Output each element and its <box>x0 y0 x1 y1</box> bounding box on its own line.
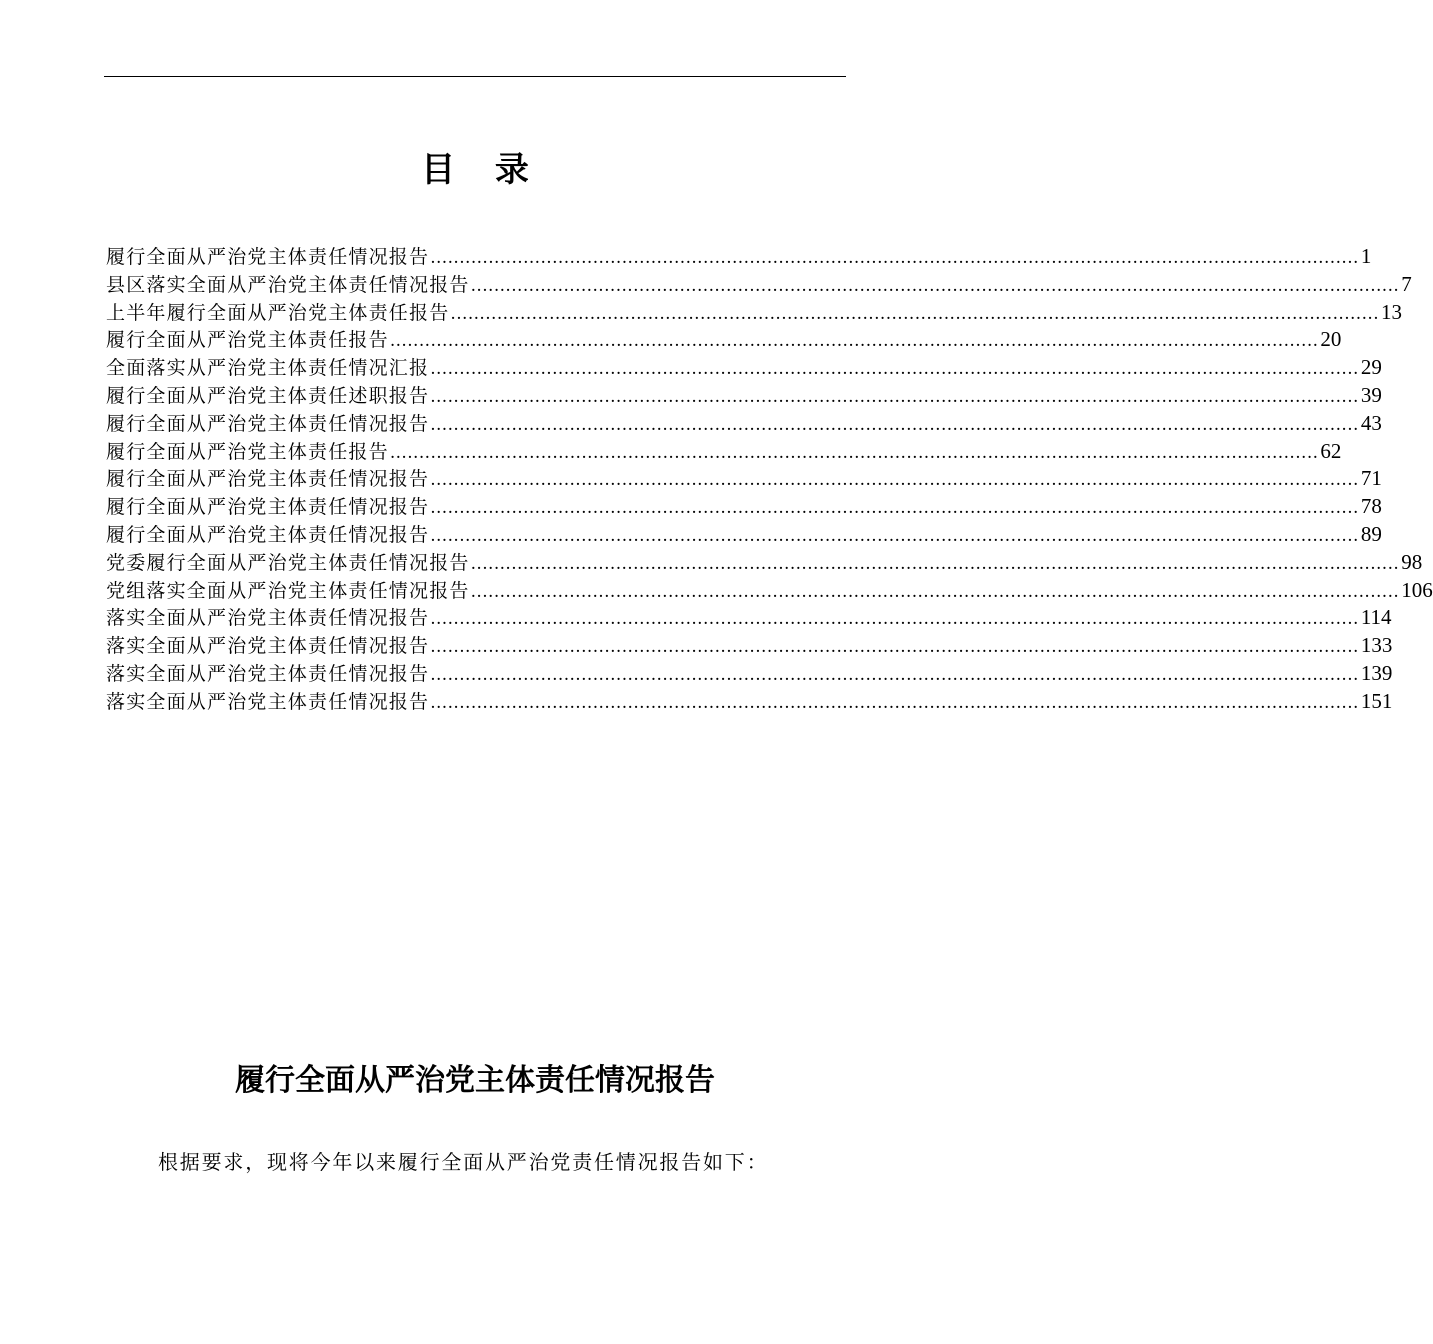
toc-page-number: 39 <box>1360 382 1382 407</box>
toc-page-number: 7 <box>1401 271 1412 296</box>
table-of-contents <box>106 243 1433 716</box>
toc-entry-title: 履行全面从严治党主体责任情况报告 <box>106 496 430 519</box>
toc-dot-leader: ................................................................................................................................................................ <box>430 525 1359 546</box>
toc-entry-title: 履行全面从严治党主体责任情况报告 <box>106 412 430 435</box>
toc-dot-leader: ................................................................................................................................................................ <box>470 553 1400 574</box>
toc-page-number: 98 <box>1401 549 1423 574</box>
toc-entry[interactable] <box>106 271 1412 299</box>
toc-dot-leader: ................................................................................................................................................................ <box>430 609 1359 630</box>
toc-entry[interactable] <box>106 243 1372 271</box>
toc-page-number: 62 <box>1320 438 1342 463</box>
toc-entry-title: 落实全面从严治党主体责任情况报告 <box>106 662 430 685</box>
toc-entry-title: 履行全面从严治党主体责任报告 <box>106 329 389 352</box>
toc-entry-title: 落实全面从严治党主体责任情况报告 <box>106 690 430 713</box>
toc-page-number: 89 <box>1360 521 1382 546</box>
toc-dot-leader: ................................................................................................................................................................ <box>470 581 1400 602</box>
toc-dot-leader: ................................................................................................................................................................ <box>430 470 1359 491</box>
toc-dot-leader: ................................................................................................................................................................ <box>430 664 1359 685</box>
toc-entry-title: 县区落实全面从严治党主体责任情况报告 <box>106 273 470 296</box>
toc-entry[interactable] <box>106 438 1342 466</box>
toc-dot-leader: ................................................................................................................................................................ <box>389 331 1319 352</box>
toc-entry-title: 落实全面从严治党主体责任情况报告 <box>106 607 430 630</box>
toc-entry-title: 上半年履行全面从严治党主体责任报告 <box>106 301 450 324</box>
toc-entry-title: 履行全面从严治党主体责任述职报告 <box>106 384 430 407</box>
toc-dot-leader: ................................................................................................................................................................ <box>430 498 1359 519</box>
toc-entry[interactable] <box>106 577 1433 605</box>
toc-entry-title: 落实全面从严治党主体责任情况报告 <box>106 635 430 658</box>
toc-entry[interactable] <box>106 326 1342 354</box>
toc-dot-leader: ................................................................................................................................................................ <box>430 386 1359 407</box>
toc-entry[interactable] <box>106 632 1393 660</box>
toc-entry-title: 履行全面从严治党主体责任报告 <box>106 440 389 463</box>
toc-dot-leader: ................................................................................................................................................................ <box>470 275 1400 296</box>
document-intro-paragraph: 根据要求，现将今年以来履行全面从严治党责任情况报告如下： <box>158 1150 769 1174</box>
toc-page-number: 20 <box>1320 327 1342 352</box>
toc-page-number: 71 <box>1360 466 1382 491</box>
toc-dot-leader: ................................................................................................................................................................ <box>389 442 1319 463</box>
toc-page-number: 133 <box>1360 633 1393 658</box>
header-rule <box>104 76 846 77</box>
toc-page-number: 139 <box>1360 660 1393 685</box>
toc-entry[interactable] <box>106 299 1403 327</box>
toc-dot-leader: ................................................................................................................................................................ <box>430 692 1359 713</box>
toc-entry-title: 履行全面从严治党主体责任情况报告 <box>106 523 430 546</box>
toc-entry[interactable] <box>106 660 1393 688</box>
toc-dot-leader: ................................................................................................................................................................ <box>450 303 1380 324</box>
toc-dot-leader: ................................................................................................................................................................ <box>430 359 1359 380</box>
toc-entry[interactable] <box>106 493 1382 521</box>
toc-page-number: 29 <box>1360 355 1382 380</box>
toc-entry-title: 党组落实全面从严治党主体责任情况报告 <box>106 579 470 602</box>
toc-entry-title: 全面落实从严治党主体责任情况汇报 <box>106 357 430 380</box>
toc-entry[interactable] <box>106 382 1382 410</box>
toc-entry[interactable] <box>106 604 1392 632</box>
toc-entry[interactable] <box>106 410 1382 438</box>
toc-dot-leader: ................................................................................................................................................................ <box>430 637 1359 658</box>
toc-dot-leader: ................................................................................................................................................................ <box>430 414 1359 435</box>
toc-entry-title: 履行全面从严治党主体责任情况报告 <box>106 468 430 491</box>
toc-entry[interactable] <box>106 465 1382 493</box>
toc-page-number: 78 <box>1360 494 1382 519</box>
toc-entry-title: 履行全面从严治党主体责任情况报告 <box>106 246 430 268</box>
toc-page-number: 106 <box>1401 577 1433 602</box>
toc-entry[interactable] <box>106 521 1382 549</box>
document-title: 履行全面从严治党主体责任情况报告 <box>235 1063 715 1098</box>
toc-entry[interactable] <box>106 549 1423 577</box>
toc-page-number: 114 <box>1360 605 1392 630</box>
toc-page-number: 43 <box>1360 410 1382 435</box>
toc-page-number: 1 <box>1360 244 1372 268</box>
toc-page-number: 151 <box>1360 688 1393 713</box>
toc-title: 目 录 <box>421 150 543 190</box>
toc-entry-title: 党委履行全面从严治党主体责任情况报告 <box>106 551 470 574</box>
toc-entry[interactable] <box>106 688 1393 716</box>
toc-entry[interactable] <box>106 354 1382 382</box>
toc-dot-leader: ................................................................................................................................................................ <box>430 248 1359 268</box>
toc-page-number: 13 <box>1381 299 1403 324</box>
